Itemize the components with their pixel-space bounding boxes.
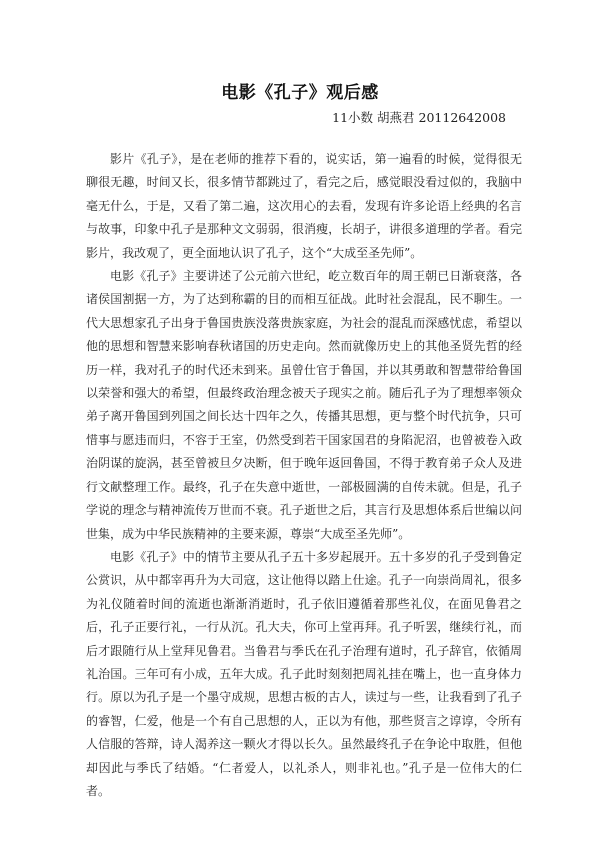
author-byline: 11小数 胡燕君 20112642008 (332, 110, 506, 125)
essay-body (86, 148, 522, 803)
page-title: 电影《孔子》观后感 (221, 83, 379, 103)
paragraph-2: 电影《孔子》主要讲述了公元前六世纪，屹立数百年的周王朝已日渐衰落，各诸侯国割据一方，为了达到称霸的目的而相互征战。此时社会混乱，民不聊生。一代大思想家孔子出身于鲁国贵族没落贵族家庭，为社会的混乱而深感忧虑，希望以他的思想和智慧来影响春秋诸国的历史走向。然而就像历史上的其他圣贤先哲的经历一样，我对孔子的时代还未到来。虽曾仕官于鲁国，并以其勇敢和智慧带给鲁国以荣誉和强大的希望，但最终政治理念被天子现实之前。随后孔子为了理想率领众弟子离开鲁国到列国之间长达十四年之久，传播其思想，更与整个时代抗争，只可惜事与愿违而归，不容于王室，仍然受到若干国家国君的身陷泥沼，也曾被卷入政治阴谋的旋涡，甚至曾被旦夕决断，但于晚年返回鲁国，不得于教育弟子众人及进行文献整理工作。最终，孔子在失意中逝世，一部极圆满的自传未就。但是，孔子学说的理念与精神流传万世而不衰。孔子逝世之后，其言行及思想体系后世编以问世集，成为中华民族精神的主要来源，尊崇“大成至圣先师”。 (86, 269, 522, 541)
paragraph-3: 电影《孔子》中的情节主要从孔子五十多岁起展开。五十多岁的孔子受到鲁定公赏识，从中都宰再升为大司寇，这让他得以踏上仕途。孔子一向崇尚周礼，很多为礼仪随着时间的流逝也渐渐消逝时，孔子依旧遵循着那些礼仪，在面见鲁君之后，孔子正要行礼，一行从沉。孔大夫，你可上堂再拜。孔子听罢，继续行礼，而后才跟随行从上堂拜见鲁君。当鲁君与季氏在孔子治理有道时，孔子辞官，依循周礼治国。三年可有小成，五年大成。孔子此时刻刻把周礼挂在嘴上，也一直身体力行。原以为孔子是一个墨守成规，思想古板的古人，读过与一些，让我看到了孔子的睿智，仁爱，他是一个有自己思想的人，正以为有他，那些贤言之谆谆，令所有人信服的答辩，诗人渴养这一颗火才得以长久。虽然最终孔子在争论中取胜，但他却因此与季氏了结婚。“仁者爱人，以礼杀人，则非礼也。”孔子是一位伟大的仁者。 (86, 549, 522, 798)
paragraph-1: 影片《孔子》，是在老师的推荐下看的，说实话，第一遍看的时候，觉得很无聊很无趣，时间又长，很多情节都跳过了，看完之后，感觉眼没看过似的，我脑中毫无什么，于是，又看了第二遍，这次用心的去看，发现有许多论语上经典的名言与故事，印象中孔子是那种文文弱弱，很消瘦，长胡子，讲很多道理的学者。看完影片，我改观了，更全面地认识了孔子，这个“大成至圣先师”。 (86, 152, 522, 260)
